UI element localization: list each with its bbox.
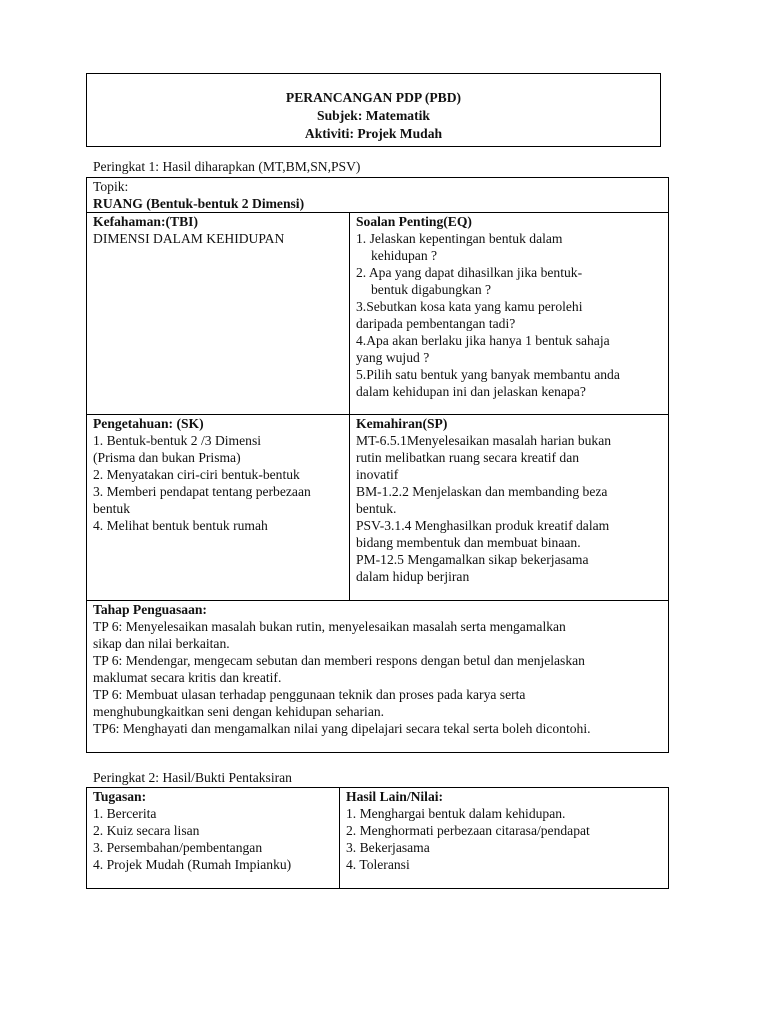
topic-value: RUANG (Bentuk-bentuk 2 Dimensi) — [93, 196, 305, 211]
tasks-cell — [87, 788, 340, 889]
document-title: PERANCANGAN PDP (PBD) — [285, 90, 462, 105]
understanding-text: DIMENSI DALAM KEHIDUPAN — [93, 231, 285, 246]
value-item: 1. Menghargai bentuk dalam kehidupan. — [346, 806, 566, 821]
knowledge-line: 3. Memberi pendapat tentang perbezaan — [93, 484, 311, 499]
mastery-line: maklumat secara kritis dan kreatif. — [93, 670, 282, 685]
mastery-line: sikap dan nilai berkaitan. — [93, 636, 230, 651]
mastery-line: TP 6: Mendengar, mengecam sebutan dan memberi respons dengan betul dan menjelaskan — [93, 653, 585, 668]
level2-table — [86, 787, 669, 889]
other-outcomes-cell — [340, 788, 669, 889]
question-4-cont: yang wujud ? — [356, 350, 430, 365]
understanding-cell — [87, 213, 350, 415]
topic-label: Topik: — [93, 179, 129, 194]
mastery-row — [87, 601, 669, 753]
skills-line: inovatif — [356, 467, 399, 482]
skills-line: PM-12.5 Mengamalkan sikap bekerjasama — [356, 552, 589, 567]
question-2: 2. Apa yang dapat dihasilkan jika bentuk- — [356, 265, 583, 280]
question-2-cont: bentuk digabungkan ? — [371, 282, 492, 297]
understanding-heading: Kefahaman:(TBI) — [93, 214, 198, 229]
document-activity: Aktiviti: Projek Mudah — [304, 126, 443, 141]
assessment-row — [87, 788, 669, 889]
skills-line: bentuk. — [356, 501, 397, 516]
value-item: 2. Menghormati perbezaan citarasa/pendapat — [346, 823, 590, 838]
knowledge-row — [87, 415, 669, 601]
value-item: 3. Bekerjasama — [346, 840, 430, 855]
mastery-line: TP 6: Membuat ulasan terhadap penggunaan teknik dan proses pada karya serta — [93, 687, 526, 702]
skills-line: PSV-3.1.4 Menghasilkan produk kreatif dalam — [356, 518, 610, 533]
skills-line: BM-1.2.2 Menjelaskan dan membanding beza — [356, 484, 608, 499]
mastery-heading: Tahap Penguasaan: — [93, 602, 207, 617]
document-title-box — [86, 73, 661, 147]
topic-row — [87, 178, 669, 213]
question-1: 1. Jelaskan kepentingan bentuk dalam — [356, 231, 563, 246]
question-4: 4.Apa akan berlaku jika hanya 1 bentuk sahaja — [356, 333, 610, 348]
question-5-cont: dalam kehidupan ini dan jelaskan kenapa? — [356, 384, 586, 399]
understanding-row — [87, 213, 669, 415]
level2-label: Peringkat 2: Hasil/Bukti Pentaksiran — [93, 770, 292, 785]
knowledge-line: 2. Menyatakan ciri-ciri bentuk-bentuk — [93, 467, 300, 482]
tasks-heading: Tugasan: — [93, 789, 147, 804]
knowledge-line: (Prisma dan bukan Prisma) — [93, 450, 241, 465]
level1-label: Peringkat 1: Hasil diharapkan (MT,BM,SN,PSV) — [93, 159, 361, 174]
skills-line: rutin melibatkan ruang secara kreatif dan — [356, 450, 580, 465]
knowledge-line: 1. Bentuk-bentuk 2 /3 Dimensi — [93, 433, 262, 448]
knowledge-line: bentuk — [93, 501, 130, 516]
other-outcomes-heading: Hasil Lain/Nilai: — [346, 789, 444, 804]
skills-line: MT-6.5.1Menyelesaikan masalah harian bukan — [356, 433, 612, 448]
question-3-cont: daripada pembentangan tadi? — [356, 316, 516, 331]
question-1-cont: kehidupan ? — [371, 248, 438, 263]
knowledge-cell — [87, 415, 350, 601]
task-item: 3. Persembahan/pembentangan — [93, 840, 263, 855]
document-subject: Subjek: Matematik — [317, 108, 430, 123]
mastery-line: TP 6: Menyelesaikan masalah bukan rutin, menyelesaikan masalah serta mengamalkan — [93, 619, 566, 634]
skills-heading: Kemahiran(SP) — [356, 416, 448, 431]
skills-cell — [350, 415, 669, 601]
task-item: 2. Kuiz secara lisan — [93, 823, 200, 838]
topic-cell — [87, 178, 669, 213]
mastery-cell — [87, 601, 669, 753]
skills-line: dalam hidup berjiran — [356, 569, 470, 584]
level1-table — [86, 177, 669, 753]
question-5: 5.Pilih satu bentuk yang banyak membantu anda — [356, 367, 620, 382]
question-3: 3.Sebutkan kosa kata yang kamu perolehi — [356, 299, 583, 314]
value-item: 4. Toleransi — [346, 857, 410, 872]
essential-questions-cell — [350, 213, 669, 415]
knowledge-heading: Pengetahuan: (SK) — [93, 416, 204, 431]
task-item: 4. Projek Mudah (Rumah Impianku) — [93, 857, 292, 872]
skills-line: bidang membentuk dan membuat binaan. — [356, 535, 581, 550]
knowledge-line: 4. Melihat bentuk bentuk rumah — [93, 518, 268, 533]
mastery-line: menghubungkaitkan seni dengan kehidupan seharian. — [93, 704, 385, 719]
mastery-line: TP6: Menghayati dan mengamalkan nilai yang dipelajari secara tekal serta boleh dicontohi. — [93, 721, 591, 736]
essential-questions-heading: Soalan Penting(EQ) — [356, 214, 472, 229]
task-item: 1. Bercerita — [93, 806, 157, 821]
